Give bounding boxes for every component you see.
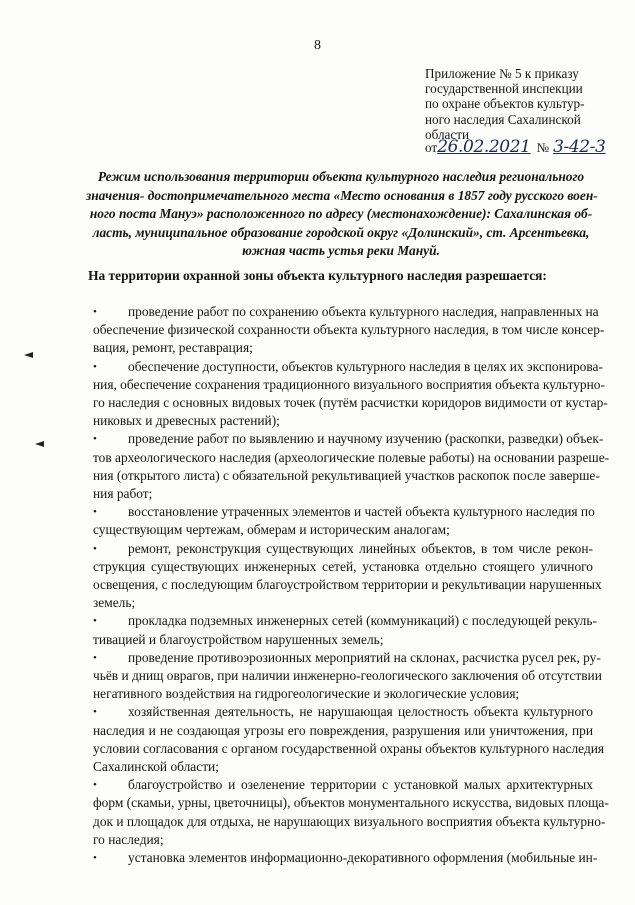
bullet: • [93,615,97,628]
list-item-line: ния, обеспечение сохранения традиционного визуального восприятия объекта культурно- [93,376,605,392]
bullet: • [93,360,97,373]
bullet: • [93,779,97,792]
list-item-line: проведение работ по выявлению и научному изучению (раскопки, разведки) объек- [128,431,604,447]
order-number-sign: № [536,140,550,156]
title-line: значения- достопримечательного места «Место основания в 1857 году русского воен- [86,187,598,203]
list-item-line: чьёв и днищ оврагов, при наличии инженерно-геологического заключения об отсутствии [93,668,602,684]
title-line: Режим использования территории объекта культурного наследия регионального [97,169,585,184]
list-item-line: земель; [93,595,136,611]
list-item-line: тивацией и благоустройством нарушенных земель; [93,631,384,647]
list-item [93,612,597,648]
list-item-line: прокладка подземных инженерных сетей (коммуникаций) с последующей рекуль- [128,613,597,629]
list-item-line: проведение противоэрозионных мероприятий на склонах, расчистка русел рек, ру- [128,649,601,665]
order-number-handwritten: 3-42-3 [553,137,606,158]
bullet: • [93,852,97,865]
list-item-line: ремонт, реконструкция существующих линейных объектов, в том числе рекон- [128,540,593,556]
list-item-line: никовых и древесных растений); [93,413,280,429]
order-prefix: от [425,140,438,156]
bullet: • [93,506,97,519]
list-item-line: обеспечение доступности, объектов культурного наследия в целях их экспонирова- [128,358,603,374]
appendix-line: по охране объектов культур- [425,96,585,112]
list-item-line: освещения, с последующим благоустройством территории и рекультивации нарушенных [93,577,602,593]
margin-arrow-icon [24,352,33,358]
list-item-line: установка элементов информационно-декоративного оформления (мобильные ин- [128,850,598,866]
list-item-line: ния работ; [93,486,153,502]
list-item-line: проведение работ по сохранению объекта культурного наследия, направленных на [128,304,599,319]
list-item [93,703,605,776]
list-item-line: док и площадок для отдыха, не нарушающих визуального восприятия объекта культурно- [93,813,606,829]
appendix-header [425,66,625,158]
order-reference [425,137,625,158]
title-line: южная часть устья реки Мануй. [242,243,440,258]
list-item [93,540,602,613]
bullet: • [93,433,97,446]
list-item-line: восстановление утраченных элементов и частей объекта культурного наследия по [128,504,595,520]
list-item-line: го наследия с основных видовых точек (путём расчистки коридоров видимости от кустар- [93,395,608,411]
list-item-line: тов археологического наследия (археологические полевые работы) на основании разреше- [93,449,610,465]
permitted-activities-list [93,303,610,867]
list-item-line: струкция существующих инженерных сетей, установка отдельно стоящего уличного [93,558,593,574]
list-item [93,303,605,358]
list-item-line: ния (открытого листа) с обязательной рекультивацией участков раскопок после заверше- [93,467,600,483]
appendix-line: ного наследия Сахалинской [425,111,581,127]
list-item-line: вация, ремонт, реставрация; [93,340,253,356]
list-item-line: го наследия; [93,831,164,847]
list-item-line: условии согласования с органом государственной охраны объектов культурного наследия [93,740,605,756]
list-item-line: наследия и не создающая угрозы его повреждения, разрушения или уничтожения, при [93,722,593,738]
margin-arrow-icon [35,441,44,447]
page-number: 8 [314,38,321,53]
appendix-line: Приложение № 5 к приказу [425,66,579,81]
section-heading: На территории охранной зоны объекта культурного наследия разрешается: [88,268,547,283]
list-item [93,776,609,849]
order-date-handwritten: 26.02.2021 [437,137,531,158]
list-item [93,430,610,503]
title-line: ласть, муниципальное образование городской округ «Долинский», ст. Арсентьевка, [92,224,590,240]
list-item [93,358,608,431]
bullet: • [93,306,97,318]
bullet: • [93,706,97,719]
bullet: • [93,542,97,555]
list-item-line: Сахалинской области; [93,759,219,775]
list-item-line: негативного воздействия на гидрогеологические и экологические условия; [93,686,520,702]
list-item [93,649,602,704]
list-item-line: хозяйственная деятельность, не нарушающая целостность объекта культурного [128,704,593,720]
list-item [93,849,598,867]
list-item [93,503,593,539]
appendix-line: области [425,126,470,142]
list-item-line: форм (скамьи, урны, цветочницы), объектов монументального искусства, видовых площа- [93,795,609,811]
document-title [86,168,596,261]
list-item-line: благоустройство и озеленение территории с установкой малых архитектурных [128,777,593,793]
title-line: ного поста Мануэ» расположенного по адресу (местонахождение): Сахалинская об- [89,206,593,221]
list-item-line: существующим чертежам, обмерам и историческим аналогам; [93,522,450,538]
list-item-line: обеспечение физической сохранности объекта культурного наследия, в том числе консер- [93,322,605,338]
bullet: • [93,651,97,664]
appendix-line: государственной инспекции [425,81,583,97]
